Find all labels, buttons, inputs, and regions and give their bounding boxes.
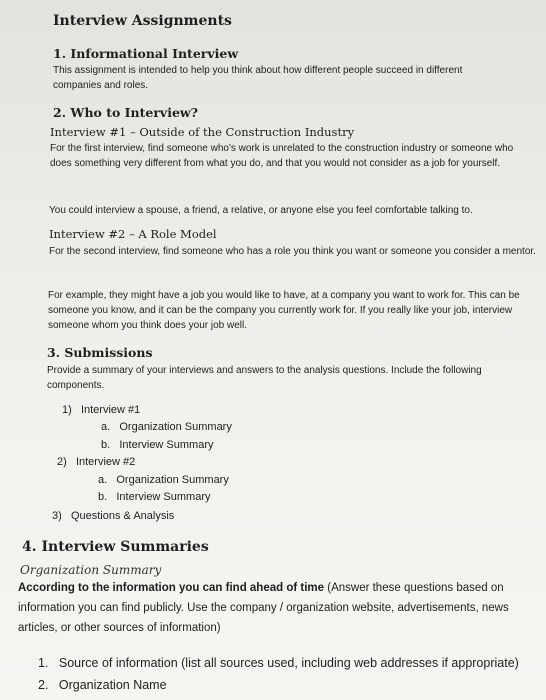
list-item <box>57 456 135 468</box>
list-label: Interview #2 <box>75 456 136 468</box>
list-label: Questions & Analysis <box>70 510 175 522</box>
list-item <box>52 510 174 522</box>
list-item <box>38 656 519 670</box>
list-subitem <box>98 491 211 503</box>
list-item <box>38 678 167 692</box>
list-letter: a. <box>98 474 108 486</box>
section-4-lead-bold: According to the information you can find ahead of time <box>18 582 325 594</box>
list-label: Interview #1 <box>80 404 141 416</box>
section-3-heading: 3. Submissions <box>47 345 153 360</box>
list-label: Organization Name <box>58 678 167 692</box>
section-3-text: Provide a summary of your interviews and answers to the analysis questions. Include the following components. <box>47 365 482 391</box>
list-subitem <box>98 474 229 486</box>
section-4-subheading: Organization Summary <box>20 563 162 577</box>
list-letter: a. <box>101 421 111 433</box>
section-1-heading: 1. Informational Interview <box>53 46 239 61</box>
list-number: 3) <box>52 510 62 522</box>
section-4-lead-rest: (Answer these questions based on information you can find publicly. Use the company / organization website, advertisements, news articles, or other sources of information) <box>18 582 509 634</box>
interview-1-note: You could interview a spouse, a friend, a relative, or anyone else you feel comfortable talking to. <box>49 205 473 216</box>
list-number: 1. <box>38 656 49 670</box>
interview-2-note: For example, they might have a job you would like to have, at a company you want to work for. This can be someone you know, and it can be the company you currently work for. If you really like your job, interview someone whom you think does your job well. <box>48 290 520 331</box>
section-2-heading: 2. Who to Interview? <box>53 105 198 120</box>
section-4-heading: 4. Interview Summaries <box>22 539 209 555</box>
interview-1-title: Interview #1 – Outside of the Construction Industry <box>50 125 355 139</box>
list-letter: b. <box>98 491 108 503</box>
list-letter: b. <box>101 439 111 451</box>
interview-2-title: Interview #2 – A Role Model <box>49 227 217 241</box>
interview-2-text: For the second interview, find someone who has a role you think you want or someone you consider a mentor. <box>49 246 536 257</box>
section-4-text <box>18 578 542 638</box>
list-label: Organization Summary <box>116 474 229 486</box>
interview-1-text: For the first interview, find someone who's work is unrelated to the construction industry or someone who does something very different from what you do, and that you would not consider as a job for yourself. <box>50 143 514 169</box>
document-title: Interview Assignments <box>53 13 232 29</box>
list-number: 1) <box>62 404 72 416</box>
list-item <box>62 404 140 416</box>
section-1-text: This assignment is intended to help you think about how different people succeed in different companies and roles. <box>53 65 463 91</box>
list-label: Organization Summary <box>119 421 232 433</box>
list-label: Source of information (list all sources used, including web addresses if appropriate) <box>58 656 519 670</box>
list-subitem <box>101 421 232 433</box>
list-number: 2. <box>38 678 49 692</box>
list-label: Interview Summary <box>119 439 214 451</box>
list-number: 2) <box>57 456 67 468</box>
list-label: Interview Summary <box>116 491 211 503</box>
list-subitem <box>101 439 214 451</box>
